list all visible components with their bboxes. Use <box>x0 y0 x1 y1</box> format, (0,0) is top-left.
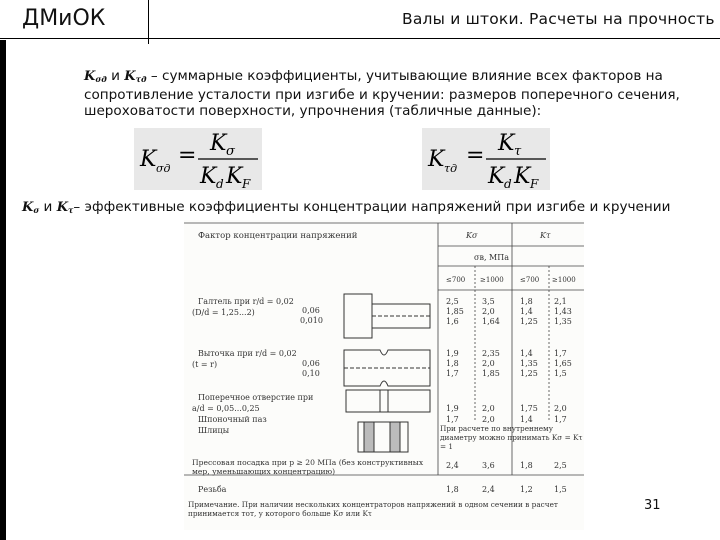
k-tau-symbol: $K_\tau$ <box>56 200 74 215</box>
svg-text:1,4: 1,4 <box>520 349 533 358</box>
groove-shaft-sketch <box>344 350 430 386</box>
svg-text:1,85: 1,85 <box>482 369 500 378</box>
course-title: ДМиОК <box>22 6 106 31</box>
svg-text:1,85: 1,85 <box>446 307 464 316</box>
svg-text:3,6: 3,6 <box>482 461 495 470</box>
formula-k-sigma-d <box>134 128 262 190</box>
num-k: K <box>498 131 515 156</box>
subcol-header: ≤700 <box>520 276 540 284</box>
effective-coefficients-line <box>22 199 720 215</box>
svg-text:1,65: 1,65 <box>554 359 572 368</box>
den-kd-subscript: d <box>216 177 224 190</box>
svg-text:1,5: 1,5 <box>554 369 567 378</box>
svg-text:1,2: 1,2 <box>520 485 533 494</box>
svg-text:2,5: 2,5 <box>446 297 459 306</box>
conjunction: и <box>111 68 120 84</box>
k-sigma-symbol: $K_\sigma$ <box>22 200 40 215</box>
row-label: Галтель при r/d = 0,02 <box>198 297 294 306</box>
keyway-sketch <box>358 422 408 452</box>
svg-text:1,7: 1,7 <box>446 369 459 378</box>
svg-text:1,7: 1,7 <box>554 349 567 358</box>
header-factor: Фактор концентрации напряжений <box>198 231 358 241</box>
table-footnote: Примечание. При наличии нескольких концентраторов напряжений в одном сечении в расчет принимается тот, у которого больше Kσ или Kτ <box>188 500 558 518</box>
row-values <box>446 297 572 326</box>
svg-text:1,8: 1,8 <box>520 461 533 470</box>
svg-text:1,25: 1,25 <box>520 317 538 326</box>
conjunction: и <box>43 199 53 215</box>
svg-text:2,1: 2,1 <box>554 297 567 306</box>
svg-text:1,9: 1,9 <box>446 349 459 358</box>
svg-text:2,0: 2,0 <box>482 415 495 424</box>
den-kf-subscript: F <box>242 177 251 190</box>
lhs-subscript: τд <box>444 162 458 175</box>
row-param: 0,06 <box>302 306 320 315</box>
fillet-shaft-sketch <box>344 294 430 338</box>
den-kd: K <box>488 164 505 189</box>
num-subscript: σ <box>226 144 235 159</box>
svg-text:1,7: 1,7 <box>446 415 459 424</box>
row-param: 0,010 <box>300 316 323 325</box>
k-tau-d-symbol: $K_{\tau д}$ <box>124 69 147 84</box>
row-values <box>446 461 567 470</box>
header-divider <box>148 0 149 44</box>
row-param: 0,10 <box>302 369 320 378</box>
den-kd: K <box>200 164 217 189</box>
svg-text:=: = <box>178 143 197 168</box>
num-subscript: τ <box>514 144 522 159</box>
svg-text:1,8: 1,8 <box>446 359 459 368</box>
press-fit-label: Прессовая посадка при p ≥ 20 МПа (без конструктивных мер, уменьшающих концентрацию) <box>192 458 424 476</box>
svg-text:1,8: 1,8 <box>520 297 533 306</box>
svg-text:2,0: 2,0 <box>482 307 495 316</box>
header-sigma-b: σв, МПа <box>474 253 509 262</box>
stress-concentration-table <box>184 220 584 530</box>
svg-text:1,43: 1,43 <box>554 307 572 316</box>
lhs-k: K <box>140 147 157 172</box>
effective-text: – эффективные коэффициенты концентрации напряжений при изгибе и кручении <box>73 199 671 215</box>
svg-text:2,5: 2,5 <box>554 461 567 470</box>
subcol-header: ≥1000 <box>552 276 576 284</box>
svg-text:2,4: 2,4 <box>482 485 495 494</box>
row-label: (D/d = 1,25...2) <box>192 308 255 317</box>
svg-text:1,64: 1,64 <box>482 317 500 326</box>
svg-text:1,35: 1,35 <box>554 317 572 326</box>
num-k: K <box>210 131 227 156</box>
svg-text:2,0: 2,0 <box>482 359 495 368</box>
svg-text:1,75: 1,75 <box>520 404 538 413</box>
svg-text:1,6: 1,6 <box>446 317 459 326</box>
svg-text:1,9: 1,9 <box>446 404 459 413</box>
svg-text:2,0: 2,0 <box>482 404 495 413</box>
header-k-sigma: Kσ <box>466 231 478 240</box>
row-label: Поперечное отверстие при <box>198 393 314 402</box>
slide-title: Валы и штоки. Расчеты на прочность <box>402 10 715 28</box>
svg-text:1,5: 1,5 <box>554 485 567 494</box>
intro-paragraph <box>84 68 684 119</box>
svg-text:1,4: 1,4 <box>520 415 533 424</box>
page-number: 31 <box>644 498 661 513</box>
hole-shaft-sketch <box>346 390 430 412</box>
svg-text:=: = <box>466 143 485 168</box>
k-sigma-d-symbol: $K_{\sigma д}$ <box>84 69 107 84</box>
den-kf: K <box>514 164 531 189</box>
row-label: (t = r) <box>192 360 218 369</box>
row-param: 0,06 <box>302 359 320 368</box>
svg-text:1,4: 1,4 <box>520 307 533 316</box>
splines-note: При расчете по внутреннему диаметру можно принимать Kσ = Kτ = 1 <box>440 424 583 451</box>
row-values <box>446 349 572 378</box>
svg-text:1,35: 1,35 <box>520 359 538 368</box>
svg-text:1,7: 1,7 <box>554 415 567 424</box>
svg-text:3,5: 3,5 <box>482 297 495 306</box>
header-k-tau: Kτ <box>540 231 551 240</box>
subcol-header: ≥1000 <box>480 276 504 284</box>
row-label: Шпоночный паз <box>198 415 267 424</box>
row-values <box>446 485 567 494</box>
row-label: Выточка при r/d = 0,02 <box>198 349 297 358</box>
svg-text:2,0: 2,0 <box>554 404 567 413</box>
subcol-header: ≤700 <box>446 276 466 284</box>
den-kf: K <box>226 164 243 189</box>
row-label: a/d = 0,05...0,25 <box>192 404 260 413</box>
svg-text:1,25: 1,25 <box>520 369 538 378</box>
left-accent-bar <box>0 40 6 540</box>
intro-text: – суммарные коэффициенты, учитывающие влияние всех факторов на сопротивление усталости при изгибе и кручении: размеров поперечного сечения, шероховатости поверхности, упрочнения (табличные данные): <box>84 68 680 119</box>
lhs-subscript: σд <box>156 162 171 175</box>
row-label: Шлицы <box>198 426 230 435</box>
den-kd-subscript: d <box>504 177 512 190</box>
svg-text:1,8: 1,8 <box>446 485 459 494</box>
row-label: Резьба <box>198 485 227 494</box>
svg-text:2,4: 2,4 <box>446 461 459 470</box>
lhs-k: K <box>428 147 445 172</box>
formula-k-tau-d <box>422 128 550 190</box>
svg-text:2,35: 2,35 <box>482 349 500 358</box>
den-kf-subscript: F <box>530 177 539 190</box>
header-rule <box>0 38 720 39</box>
